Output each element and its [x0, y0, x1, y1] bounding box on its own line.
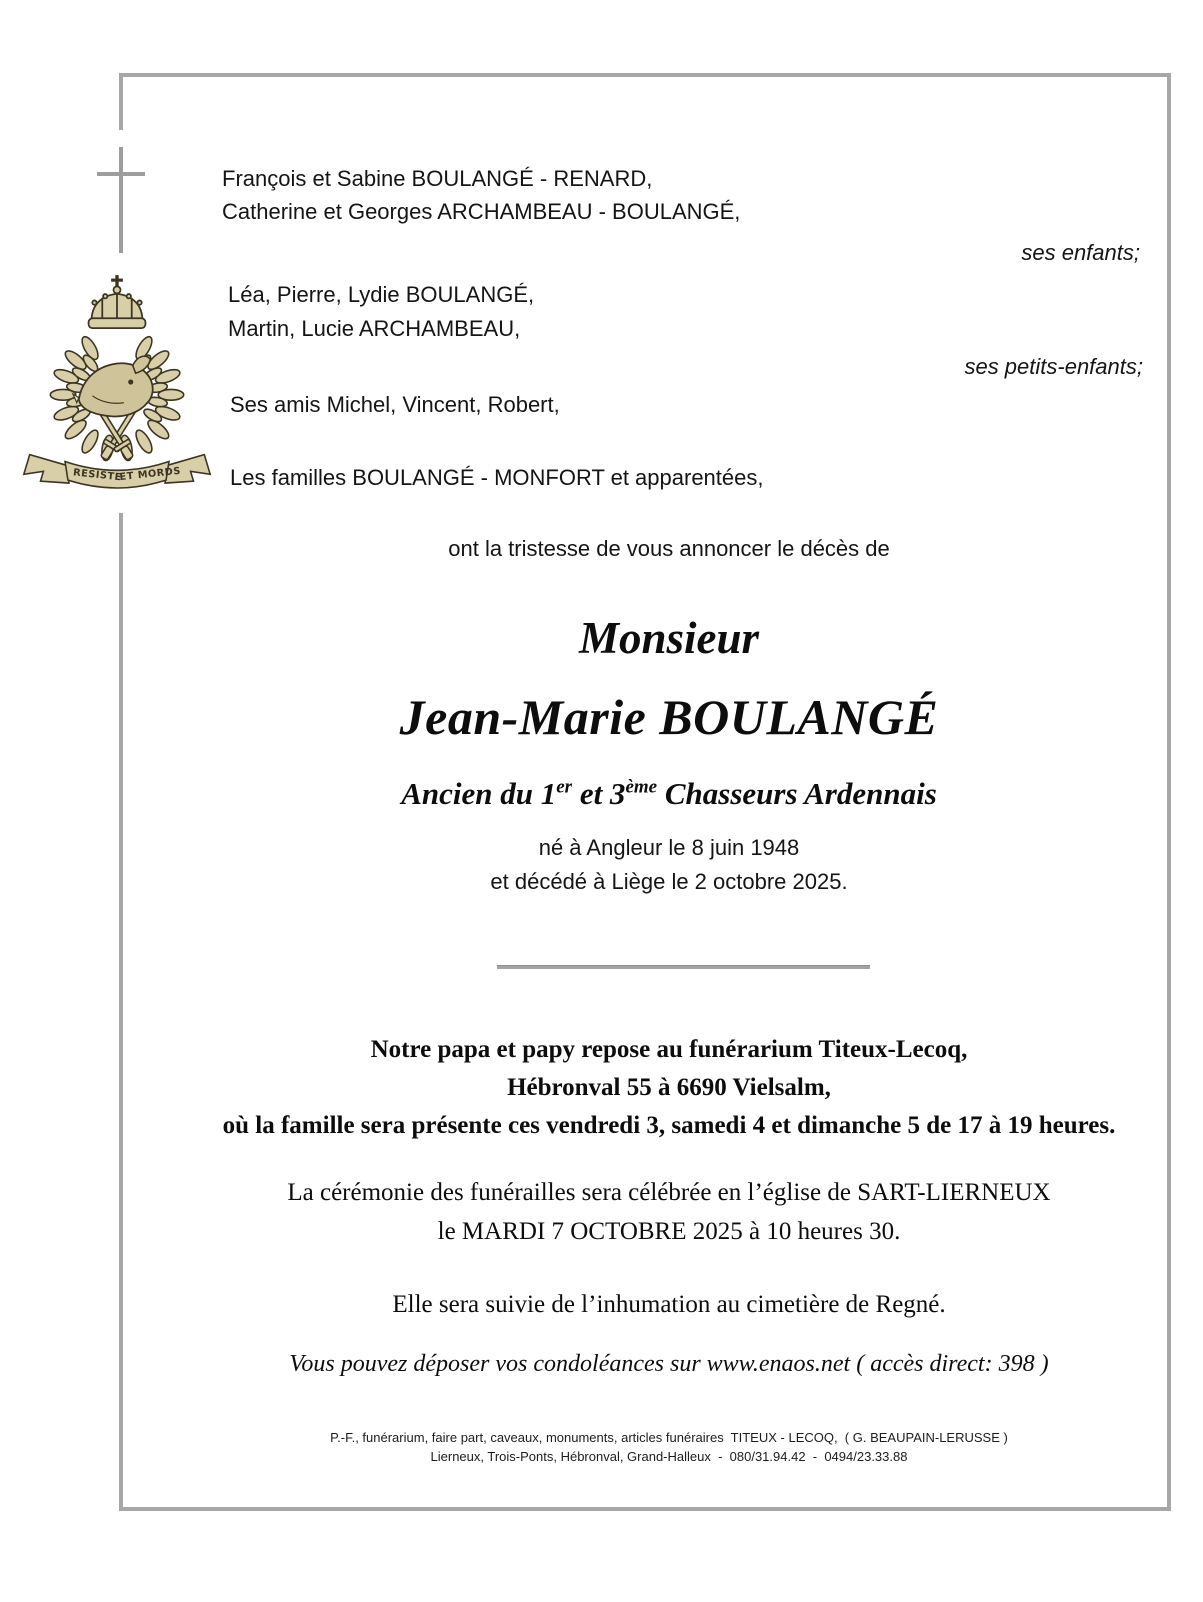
- deceased-title: Monsieur: [578, 613, 760, 663]
- affiliation-part2: et 3: [572, 776, 626, 811]
- affiliation-part3: Chasseurs Ardennais: [657, 776, 937, 811]
- ceremony-line-2: le MARDI 7 OCTOBRE 2025 à 10 heures 30.: [437, 1218, 901, 1245]
- friends-line: Ses amis Michel, Vincent, Robert,: [230, 392, 560, 417]
- family-line-children-1: François et Sabine BOULANGÉ - RENARD,: [222, 166, 653, 191]
- birth-line: né à Angleur le 8 juin 1948: [538, 835, 800, 860]
- frame-top: [119, 73, 1171, 77]
- regiment-badge: [14, 270, 220, 500]
- affiliation-sup1: er: [556, 776, 573, 798]
- footer-line-1: P.-F., funérarium, faire part, caveaux, monuments, articles funéraires TITEUX - LECOQ, ( G. BEAUPAIN-LERUSSE ): [330, 1430, 1008, 1445]
- family-line-children-2: Catherine et Georges ARCHAMBEAU - BOULANGÉ,: [222, 199, 741, 224]
- ceremony-line-3: Elle sera suivie de l’inhumation au cimetière de Regné.: [392, 1291, 946, 1318]
- deceased-affiliation: [170, 776, 1168, 812]
- family-line-grandchildren-1: Léa, Pierre, Lydie BOULANGÉ,: [228, 282, 535, 307]
- related-families-line: Les familles BOULANGÉ - MONFORT et apparentées,: [230, 465, 764, 490]
- visitation-line-3: où la famille sera présente ces vendredi 3, samedi 4 et dimanche 5 de 17 à 19 heures.: [222, 1112, 1116, 1139]
- chasseurs-ardennais-badge-icon: [14, 270, 220, 500]
- motto-text-right: ET MORDS: [119, 465, 182, 484]
- mourning-cross-vertical: [119, 147, 123, 253]
- deceased-name: Jean-Marie BOULANGÉ: [399, 689, 939, 745]
- children-label: ses enfants;: [1021, 240, 1140, 265]
- affiliation-part1: Ancien du 1: [401, 776, 557, 811]
- section-divider: [497, 965, 870, 969]
- visitation-line-1: Notre papa et papy repose au funérarium Titeux-Lecoq,: [370, 1036, 968, 1063]
- announcement-intro: ont la tristesse de vous annoncer le décès de: [448, 536, 890, 561]
- grandchildren-label: ses petits-enfants;: [964, 354, 1143, 379]
- footer-line-2: Lierneux, Trois-Ponts, Hébronval, Grand-Halleux - 080/31.94.42 - 0494/23.33.88: [430, 1449, 908, 1464]
- family-line-grandchildren-2: Martin, Lucie ARCHAMBEAU,: [228, 316, 521, 341]
- affiliation-sup2: ème: [625, 776, 658, 798]
- crown-icon: [89, 275, 146, 328]
- condolences-line: Vous pouvez déposer vos condoléances sur www.enaos.net ( accès direct: 398 ): [289, 1351, 1049, 1377]
- frame-bottom: [119, 1507, 1171, 1511]
- motto-text-left: RESISTE: [72, 467, 123, 484]
- death-line: et décédé à Liège le 2 octobre 2025.: [490, 869, 848, 894]
- frame-left-lower: [119, 513, 123, 1507]
- mourning-cross-horizontal: [97, 172, 145, 176]
- visitation-line-2: Hébronval 55 à 6690 Vielsalm,: [507, 1074, 831, 1101]
- ceremony-line-1: La cérémonie des funérailles sera célébrée en l’église de SART-LIERNEUX: [287, 1179, 1051, 1206]
- frame-left-upper: [119, 77, 123, 130]
- motto-ribbon: [24, 455, 210, 488]
